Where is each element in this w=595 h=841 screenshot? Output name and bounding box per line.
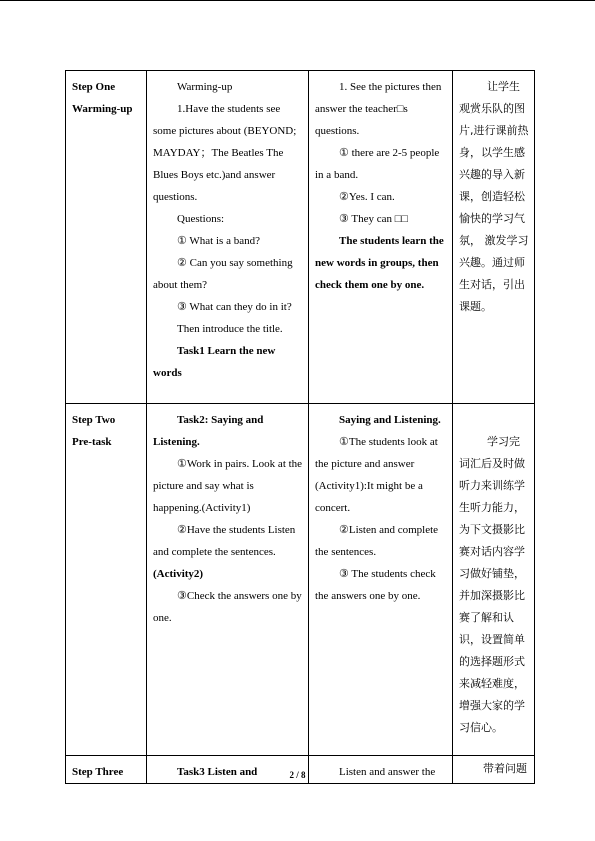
student-line: 1. See the pictures then answer the teacher□s questions. — [315, 81, 442, 137]
teacher-line: 1.Have the students see some pictures about (BEYOND; MAYDAY；The Beatles The Blues Boys etc.)and answer questions. — [153, 103, 297, 203]
student-line: ②Yes. I can. — [339, 191, 395, 203]
student-line: ②Listen and complete the sentences. — [315, 524, 439, 558]
purpose-cell — [453, 71, 535, 404]
student-line: ③ They can □□ — [339, 213, 409, 225]
step-subtitle: Pre-task — [72, 436, 112, 448]
teacher-line: Task1 Learn the new words — [153, 345, 276, 379]
purpose-text: 学习完词汇后及时做听力来训练学生听力能力， 为下文摄影比赛对话内容学习做好铺垫，并加深摄影比赛了解和认识，设置简单的选择题形式来减轻难度，增强大家的学习信心。 — [459, 435, 525, 734]
step-title: Step One — [72, 81, 116, 93]
activity-ref: (Activity2) — [153, 568, 204, 580]
teacher-line: ① What is a band? — [177, 235, 260, 247]
teacher-line: Task2: Saying and Listening. — [153, 414, 264, 448]
page-number: 2 / 8 — [289, 770, 306, 780]
teacher-line: Questions: — [177, 213, 225, 225]
purpose-cell — [453, 404, 535, 756]
lesson-plan-table — [65, 70, 535, 784]
student-line: Saying and Listening. — [339, 414, 441, 426]
step-subtitle: Warming-up — [72, 103, 133, 115]
teacher-line: ② Can you say something about them? — [153, 257, 293, 291]
student-line: The students learn the new words in groups, then check them one by one. — [315, 235, 444, 291]
step-cell — [66, 71, 147, 404]
student-line: ①The students look at the picture and answer (Activity1):It might be a concert. — [315, 436, 438, 514]
student-activity-cell — [309, 71, 453, 404]
teacher-activity-cell — [147, 71, 309, 404]
teacher-line: Then introduce the title. — [177, 323, 283, 335]
student-line: ③ The students check the answers one by one. — [315, 568, 436, 602]
teacher-line: ②Have the students Listen and complete the sentences. — [153, 524, 296, 558]
step-title: Step Three — [72, 766, 124, 778]
purpose-text: 让学生观赏乐队的图片,进行课前热身，以学生感兴趣的导入新课，创造轻松愉快的学习气氛， 激发学习兴趣。通过师生对话，引出课题。 — [459, 80, 529, 313]
table-row-step-two — [66, 404, 535, 756]
step-title: Step Two — [72, 414, 116, 426]
student-activity-cell — [309, 404, 453, 756]
teacher-line: Warming-up — [177, 81, 233, 93]
student-line: ① there are 2-5 people in a band. — [315, 147, 440, 181]
purpose-text: 带着问题 — [483, 762, 527, 775]
teacher-activity-cell — [147, 404, 309, 756]
teacher-line: Task3 Listen and — [177, 766, 258, 778]
table-row-step-one — [66, 71, 535, 404]
teacher-line: ③ What can they do in it? — [177, 301, 292, 313]
teacher-line: ③Check the answers one by one. — [153, 590, 302, 624]
step-cell — [66, 404, 147, 756]
teacher-line: ①Work in pairs. Look at the picture and say what is happening.(Activity1) — [153, 458, 303, 514]
student-line: Listen and answer the — [339, 766, 436, 778]
header-rule — [0, 0, 595, 1]
